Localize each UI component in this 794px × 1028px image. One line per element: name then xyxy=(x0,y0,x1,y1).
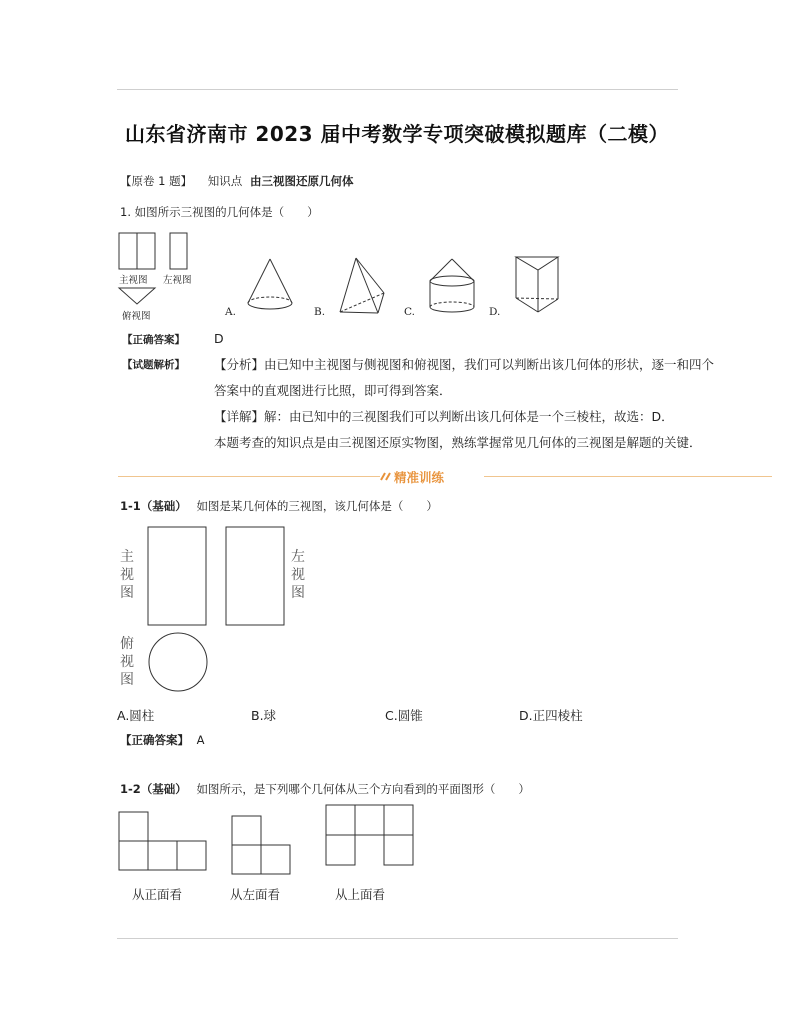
knowledge-label: 知识点 xyxy=(207,174,243,188)
q1-1-answer-label: 【正确答案】 xyxy=(120,733,189,747)
q1-2-question: 如图所示，是下列哪个几何体从三个方向看到的平面图形（ ） xyxy=(196,782,530,796)
section-title: 精准训练 xyxy=(394,470,445,485)
q1-1-answer xyxy=(120,732,205,748)
q1-1-option-a: A.圆柱 xyxy=(117,708,155,723)
original-tag: 【原卷 1 题】 xyxy=(120,174,193,188)
section-line-left xyxy=(118,476,380,477)
left-view-label-2: 从左面看 xyxy=(230,887,281,902)
q1-1-left-view-label: 左 视 图 xyxy=(291,549,305,601)
analysis-label: 【试题解析】 xyxy=(122,359,185,371)
main-view-label: 主视图 xyxy=(119,275,148,286)
bottom-divider xyxy=(117,938,678,939)
choice-b-label: B. xyxy=(314,306,326,318)
choice-a-label: A. xyxy=(225,306,236,318)
q1-2-header xyxy=(120,781,530,797)
q1-1-answer-value: A xyxy=(196,733,205,747)
knowledge-value: 由三视图还原几何体 xyxy=(249,174,354,188)
q1-1-top-view-label: 俯 视 图 xyxy=(120,636,134,688)
q1-1-question: 如图是某几何体的三视图，该几何体是（ ） xyxy=(196,499,438,513)
analysis-p1: 【分析】由已知中主视图与侧视图和俯视图，我们可以判断出该几何体的形状，逐一和四个 xyxy=(214,357,715,372)
q1-1-tag: 1-1（基础） xyxy=(120,499,187,513)
analysis-p3: 本题考查的知识点是由三视图还原实物图，熟练掌握常见几何体的三视图是解题的关键． xyxy=(214,435,702,450)
cone-figure xyxy=(240,255,300,317)
cone-cylinder-figure xyxy=(422,255,482,319)
top-view-label: 俯视图 xyxy=(122,311,151,322)
top-divider xyxy=(117,89,678,90)
triangular-prism-figure xyxy=(512,252,568,318)
top-view-label-2: 从上面看 xyxy=(335,887,386,902)
analysis-p1b: 答案中的直观图进行比照，即可得到答案． xyxy=(214,383,452,398)
answer-label: 【正确答案】 xyxy=(122,334,185,346)
left-view-grid xyxy=(231,815,295,877)
answer-value: D xyxy=(214,331,224,346)
q1-1-option-b: B.球 xyxy=(251,708,277,723)
pyramid-figure xyxy=(332,255,392,317)
section-line-right xyxy=(484,476,772,477)
choice-d-label: D. xyxy=(489,306,501,318)
front-view-label: 从正面看 xyxy=(132,887,183,902)
q1-1-main-view-label: 主 视 图 xyxy=(120,549,134,601)
q1-1-option-d: D.正四棱柱 xyxy=(519,708,583,723)
page-title: 山东省济南市 2023 届中考数学专项突破模拟题库（二模） xyxy=(124,122,670,146)
choice-c-label: C. xyxy=(404,306,415,318)
double-slash-icon xyxy=(379,470,393,482)
q1-2-tag: 1-2（基础） xyxy=(120,782,187,796)
question-1-text: 1. 如图所示三视图的几何体是（ ） xyxy=(120,205,319,219)
analysis-p2: 【详解】解：由已知中的三视图我们可以判断出该几何体是一个三棱柱，故选：D． xyxy=(214,409,674,424)
q1-1-option-c: C.圆锥 xyxy=(385,708,423,723)
top-view-grid xyxy=(325,804,417,868)
q1-1-header xyxy=(120,498,438,514)
original-header xyxy=(120,173,353,189)
left-view-label: 左视图 xyxy=(163,275,192,286)
front-view-grid xyxy=(118,811,210,873)
